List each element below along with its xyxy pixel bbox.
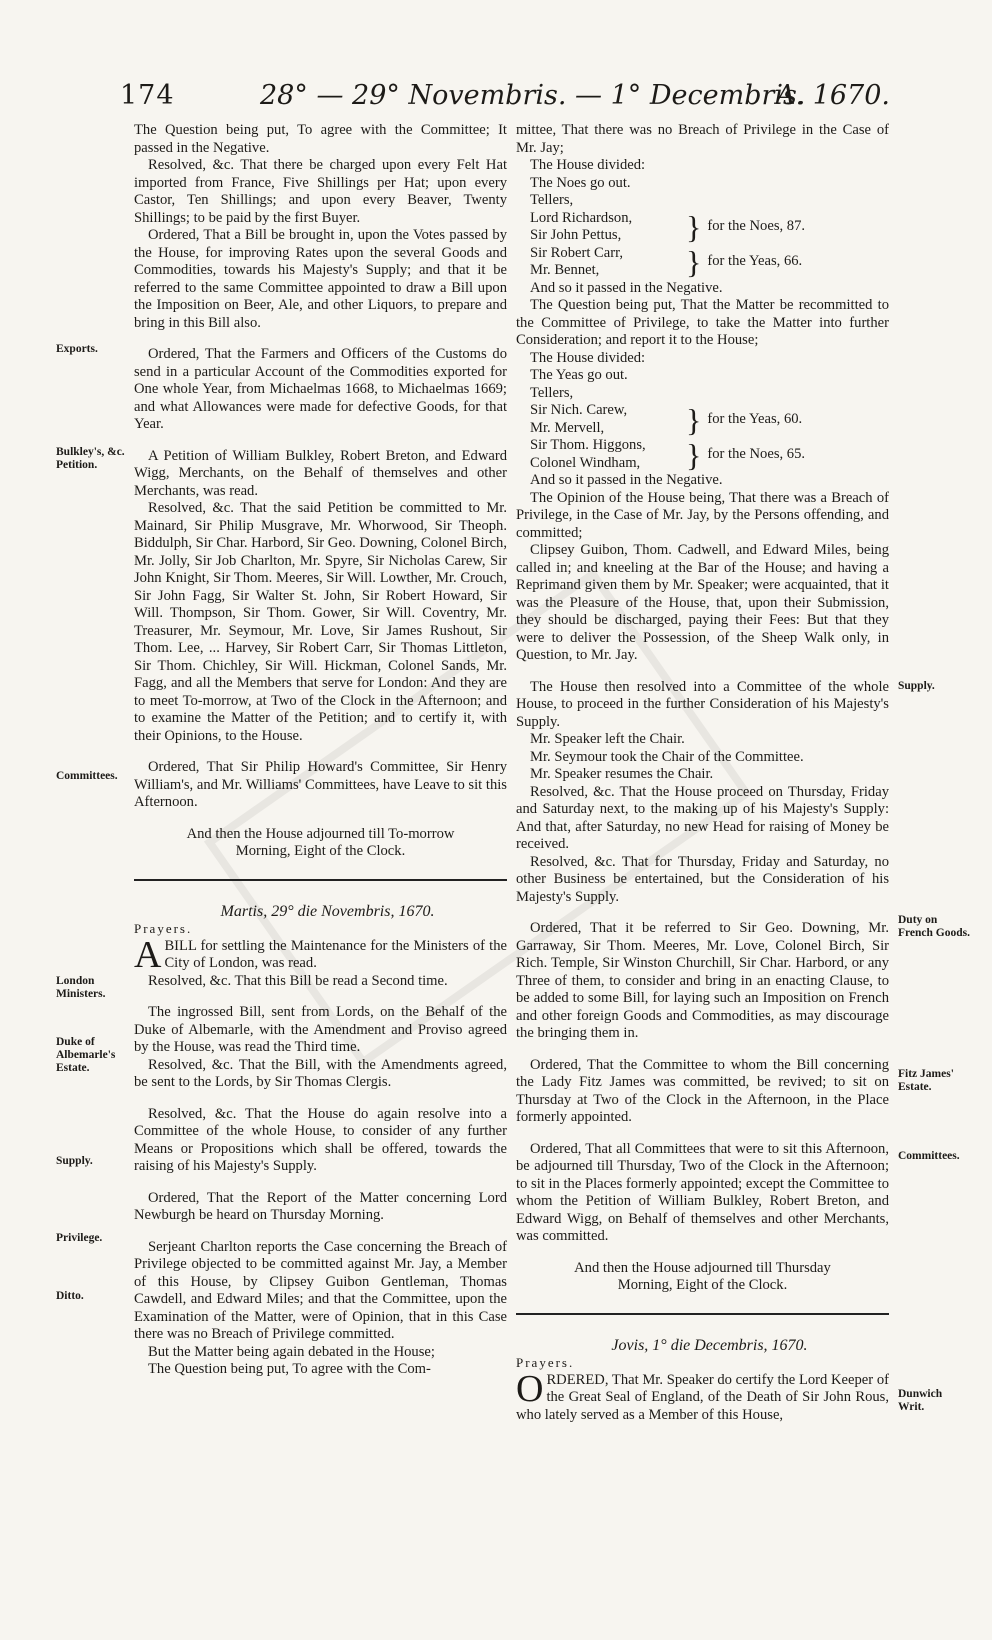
paragraph: The Question being put, That the Matter be recommitted to the Committee of Privilege, to take the Matter into further Consideration; and report it to the House; bbox=[516, 297, 889, 348]
margin-note-bulkley: Bulkley's, &c. Petition. bbox=[56, 446, 125, 471]
header-year: A. 1670. bbox=[776, 80, 890, 111]
header-dates: 28° — 29° Novembris. — 1° Decembris. bbox=[260, 80, 806, 111]
paragraph: The House divided: bbox=[530, 157, 646, 173]
section-divider bbox=[516, 1313, 889, 1315]
margin-note-duty: Duty on French Goods. bbox=[898, 914, 970, 939]
paragraph bbox=[516, 1367, 889, 1425]
paragraph: mittee, That there was no Breach of Privilege in the Case of Mr. Jay; bbox=[516, 122, 889, 156]
paragraph: Resolved, &c. That the House proceed on Thursday, Friday and Saturday next, to the making up of his Majesty's Supply: And that, after Saturday, no new Head for raising of Money be received. bbox=[516, 783, 889, 852]
margin-note-exports: Exports. bbox=[56, 343, 98, 355]
right-column bbox=[516, 122, 889, 1424]
margin-note-privilege: Privilege. bbox=[56, 1232, 103, 1244]
teller-name: Sir Nich. Carew, bbox=[530, 402, 628, 418]
paragraph: The ingrossed Bill, sent from Lords, on the Behalf of the Duke of Albemarle, with the Amendment and Proviso agreed by the House, was read the Third time. bbox=[134, 1004, 507, 1055]
paragraph: But the Matter being again debated in the House; bbox=[148, 1343, 435, 1360]
date-heading: Martis, 29° die Novembris, 1670. bbox=[220, 902, 435, 920]
paragraph: Resolved, &c. That the said Petition be committed to Mr. Mainard, Sir Philip Musgrave, Mr. Whorwood, Sir Theoph. Biddulph, Sir Char. Harbord, Sir Geo. Downing, Colonel Birch, Mr. Jolly, Sir Job Charlton, Mr. Spyre, Sir Nicholas Carew, Sir John Knight, Sir Thom. Meeres, Sir Will. Lowther, Mr. Crouch, Sir John Fagg, Sir Walter St. John, Sir Robert Howard, Sir Will. Thompson, Sir Thom. Gower, Sir Will. Coventry, Mr. Treasurer, Mr. Seymour, Mr. Love, Sir James Rushout, Sir Thom. Lee, ... Harvey, Sir Robert Carr, Sir Thomas Littleton, Sir Thom. Chichley, Sir Will. Hickman, Colonel Sands, Mr. Fagg, and all the Members that serve for London: And they are to meet To-morrow, at Two of the Clock in the Afternoon; and to examine the Matter of the Petition; and to certify it, with their Opinions, to the House. bbox=[134, 500, 507, 744]
paragraph: Clipsey Guibon, Thom. Cadwell, and Edward Miles, being called in; and kneeling at the Bar of the House; and having a Reprimand given them by Mr. Speaker; were acquainted, that it was the Pleasure of the House, that, upon their Submission, they should be discharged, paying their Fees: But that they were to deliver the Possession, of the Sheep Walk only, in Question, to Mr. Jay. bbox=[516, 542, 889, 663]
tellers-group: Sir Thom. Higgons, Colonel Windham, } for the Noes, 65. bbox=[530, 436, 806, 473]
teller-name: Sir Thom. Higgons, bbox=[530, 437, 646, 453]
tellers-group: Lord Richardson, Sir John Pettus, } for the Noes, 87. bbox=[530, 209, 806, 245]
paragraph: Ordered, That the Committee to whom the Bill concerning the Lady Fitz James was committed, be revived; to sit on Thursday at Two of the Clock in the Afternoon, in the Place formerly appointed. bbox=[516, 1056, 889, 1125]
paragraph: Ordered, That it be referred to Sir Geo. Downing, Mr. Garraway, Sir Thom. Meeres, Mr. Love, Colonel Birch, Sir Rich. Temple, Sir Winston Churchill, Sir Char. Harbord, or any Three of them, to consider and bring in an enacting Clause, to be added to some Bill, for laying such an Imposition on French and other foreign Goods and Commodities, as may discourage the bringing them in. bbox=[516, 920, 889, 1041]
paragraph: A Petition of William Bulkley, Robert Breton, and Edward Wigg, Merchants, on the Behalf of themselves and other Merchants, was read. bbox=[134, 447, 507, 499]
teller-name: Colonel Windham, bbox=[530, 454, 641, 471]
drop-cap: A bbox=[134, 933, 162, 976]
paragraph-text: RDERED, That Mr. Speaker do certify the Lord Keeper of the Great Seal of England, of the Death of Sir John Rous, who lately served as a Member of this House, bbox=[516, 1371, 889, 1423]
paragraph: Ordered, That all Committees that were to sit this Afternoon, be adjourned till Thursday, Two of the Clock in the Afternoon; to sit in the Places formerly appointed; except the Committee to whom the Petition of William Bulkley, Robert Breton, and Edward Wigg, on Behalf of themselves and other Merchants, was committed. bbox=[516, 1140, 889, 1244]
paragraph: Mr. Speaker left the Chair. bbox=[530, 731, 685, 747]
adjournment: And then the House adjourned till Thursday Morning, Eight of the Clock. bbox=[574, 1259, 831, 1293]
margin-note-fitz: Fitz James' Estate. bbox=[898, 1068, 954, 1093]
adjournment: And then the House adjourned till To-morrow Morning, Eight of the Clock. bbox=[186, 825, 455, 859]
prayers-heading: Prayers. bbox=[516, 1355, 575, 1370]
paragraph: Ordered, That Sir Philip Howard's Committee, Sir Henry William's, and Mr. Williams' Committees, have Leave to sit this Afternoon. bbox=[134, 759, 507, 810]
drop-cap: O bbox=[516, 1367, 544, 1410]
paragraph: The Yeas go out. bbox=[530, 367, 628, 383]
paragraph: Resolved, &c. That the House do again resolve into a Committee of the whole House, to consider of any further Means or Propositions which shall be offered, towards the raising of his Majesty's Supply. bbox=[134, 1105, 507, 1174]
teller-name: Mr. Bennet, bbox=[530, 262, 600, 278]
section-divider bbox=[134, 879, 507, 881]
paragraph-text: BILL for settling the Maintenance for the Ministers of the City of London, was read. bbox=[164, 937, 507, 971]
paragraph: Resolved, &c. That there be charged upon every Felt Hat imported from France, Five Shillings per Hat; upon every Castor, Ten Shillings; and upon every Beaver, Twenty Shillings; to be paid by the first Buyer. bbox=[134, 157, 507, 226]
tellers-label: Tellers, bbox=[530, 192, 574, 208]
paragraph: Mr. Seymour took the Chair of the Committee. bbox=[530, 748, 804, 765]
tellers-group: Sir Robert Carr, Mr. Bennet, } for the Yeas, 66. bbox=[530, 244, 803, 280]
page-number: 174 bbox=[120, 80, 175, 111]
tellers-group: Sir Nich. Carew, Mr. Mervell, } for the Yeas, 60. bbox=[530, 401, 803, 438]
teller-name: Sir Robert Carr, bbox=[530, 244, 624, 261]
paragraph: Resolved, &c. That for Thursday, Friday and Saturday, no other Business be entertained, but the Consideration of his Majesty's Supply. bbox=[516, 853, 889, 905]
teller-name: Mr. Mervell, bbox=[530, 419, 605, 436]
teller-name: Lord Richardson, bbox=[530, 209, 633, 226]
paragraph: Mr. Speaker resumes the Chair. bbox=[530, 766, 714, 782]
paragraph: Resolved, &c. That the Bill, with the Amendments agreed, be sent to the Lords, by Sir Thomas Clergis. bbox=[134, 1056, 507, 1090]
paragraph: Ordered, That the Report of the Matter concerning Lord Newburgh be heard on Thursday Morning. bbox=[134, 1189, 507, 1223]
page-header bbox=[120, 80, 890, 120]
paragraph: Ordered, That a Bill be brought in, upon the Votes passed by the House, for improving Rates upon the several Goods and Commodities, towards his Majesty's Supply; and that it be referred to the same Committee appointed to draw a Bill upon the Imposition on Beer, Ale, and other Liquors, to prepare and bring in this Bill also. bbox=[134, 227, 507, 331]
paragraph: The Opinion of the House being, That there was a Breach of Privilege, in the Case of Mr. Jay, by the Persons offending, and committed; bbox=[516, 489, 889, 541]
teller-count: for the Noes, 87. bbox=[707, 218, 806, 235]
paragraph: The Question being put, To agree with the Com- bbox=[148, 1361, 431, 1377]
paragraph: Resolved, &c. That this Bill be read a Second time. bbox=[148, 972, 448, 989]
paragraph: And so it passed in the Negative. bbox=[530, 279, 723, 296]
paragraph: The Question being put, To agree with the Committee; It passed in the Negative. bbox=[134, 122, 507, 156]
margin-note-dunwich: Dunwich Writ. bbox=[898, 1388, 943, 1413]
paragraph: Ordered, That the Farmers and Officers of the Customs do send in a particular Account of the Commodities exported for One whole Year, from Michaelmas 1668, to Michaelmas 1669; and what Allowances were made for defective Goods, for that Year. bbox=[134, 346, 507, 432]
teller-name: Sir John Pettus, bbox=[530, 227, 622, 243]
teller-count: for the Noes, 65. bbox=[707, 445, 806, 462]
margin-note-albemarle: Duke of Albemarle's Estate. bbox=[56, 1036, 116, 1074]
margin-note-committees-left: Committees. bbox=[56, 770, 118, 782]
paragraph bbox=[134, 933, 507, 976]
margin-note-london: London Ministers. bbox=[56, 975, 106, 1000]
paragraph: The Noes go out. bbox=[530, 174, 631, 191]
margin-note-committees-right: Committees. bbox=[898, 1150, 960, 1162]
paragraph: The House divided: bbox=[530, 349, 646, 366]
teller-count: for the Yeas, 66. bbox=[707, 253, 803, 270]
tellers-label: Tellers, bbox=[530, 384, 574, 401]
margin-note-ditto: Ditto. bbox=[56, 1290, 84, 1302]
paragraph: And so it passed in the Negative. bbox=[530, 472, 723, 488]
paragraph: The House then resolved into a Committee of the whole House, to proceed in the further Consideration of his Majesty's Supply. bbox=[516, 678, 889, 730]
left-column bbox=[134, 122, 507, 1379]
margin-note-supply-left: Supply. bbox=[56, 1155, 93, 1167]
paragraph: Serjeant Charlton reports the Case concerning the Breach of Privilege objected to be committed against Mr. Jay, a Member of this House, by Clipsey Guibon Gentleman, Thomas Cawdell, and Edward Miles; and that the Committee, upon the Examination of the Matter, were of Opinion, that in this Case there was no Breach of Privilege committed. bbox=[134, 1238, 507, 1342]
margin-note-supply-right: Supply. bbox=[898, 680, 935, 692]
date-heading: Jovis, 1° die Decembris, 1670. bbox=[611, 1336, 808, 1354]
teller-count: for the Yeas, 60. bbox=[707, 410, 803, 427]
prayers-heading: Prayers. bbox=[134, 921, 193, 936]
